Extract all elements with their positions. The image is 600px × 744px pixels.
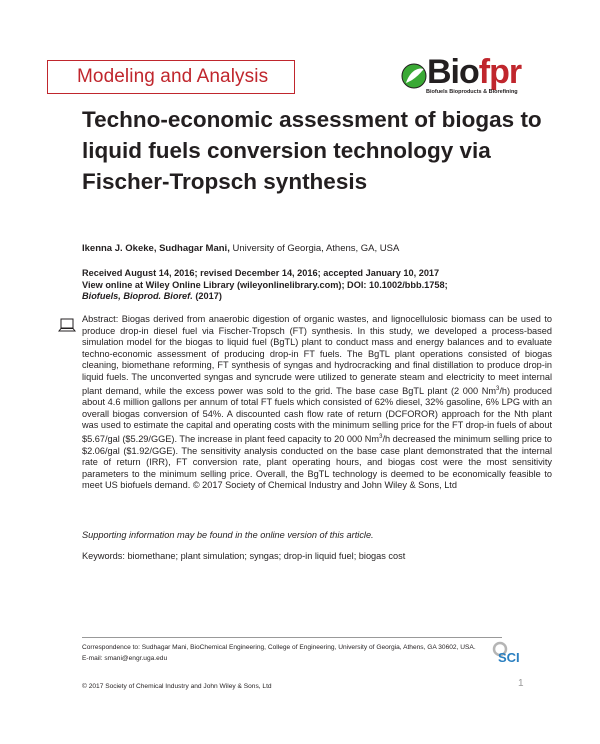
correspondence-block bbox=[82, 642, 476, 664]
correspondence-email[interactable]: E-mail: smani@engr.uga.edu bbox=[82, 655, 168, 662]
author-line bbox=[82, 243, 399, 254]
logo-wordmark: Biofpr bbox=[427, 53, 522, 91]
footer-copyright: © 2017 Society of Chemical Industry and John Wiley & Sons, Ltd bbox=[82, 683, 272, 690]
correspondence-address: Correspondence to: Sudhagar Mani, BioChemical Engineering, College of Engineering, University of Georgia, Athens, GA 30602, USA. bbox=[82, 644, 476, 651]
article-title: Techno-economic assessment of biogas to liquid fuels conversion technology via Fischer-Tropsch synthesis bbox=[82, 107, 542, 194]
sci-logo-text: SCI bbox=[498, 650, 520, 665]
page-number: 1 bbox=[518, 678, 524, 689]
abstract-text: Abstract: Biogas derived from anaerobic digestion of organic wastes, and lignocellulosic biomass can be used to produce drop-in diesel fuel via Fischer-Tropsch (FT) synthesis. In this study, we developed a process-based simulation model for the biogas to liquid fuel (BgTL) plant to conduct mass and energy balances and to evaluate techno-economic assessment of producing drop-in FT fuels. The BgTL plant operations consisted of biogas cleaning, biomethane reforming, FT synthesis of syngas and hydrocracking and final distillation to produce drop-in liquid fuels. The unconverted syngas and syncrude were utilized to generate steam and electricity to meet internal plant demand, while the excess power was sold to the grid. The base case BgTL plant (2 000 Nm$^3$/h) produced about 4.6 million gallons per annum of total FT fuels which consisted of 62% diesel, 32% gasoline, 6% LPG with an overall biogas conversion of 54%. A discounted cash flow rate of return (DCFOROR) approach for the Nth plant was used to estimate the capital and operating costs with the minimum selling price for the FT drop-in fuels of about $5.67/gal ($5.29/GGE). The increase in plant feed capacity to 20 000 Nm$^3$/h decreased the minimum selling price to $2.06/gal ($1.92/GGE). The sensitivity analysis conducted on the base case plant demonstrated that the internal rate of return (IRR), FT conversion rate, plant operating hours, and biogas cost were the most sensitivity parameters to the minimum selling price. Overall, the BgTL technology is deemed to be economically feasible to meet US biofuels demand. © 2017 Society of Chemical Industry and John Wiley & Sons, Ltd bbox=[82, 314, 552, 491]
logo-tagline: Biofuels Bioproducts & Biorefining bbox=[426, 89, 518, 95]
supporting-info-note: Supporting information may be found in the online version of this article. bbox=[82, 530, 374, 540]
laptop-icon bbox=[58, 318, 76, 333]
footer-divider bbox=[82, 637, 502, 638]
publication-history bbox=[82, 268, 448, 303]
journal-logo bbox=[400, 55, 535, 100]
keywords: Keywords: biomethane; plant simulation; syngas; drop-in liquid fuel; biogas cost bbox=[82, 551, 406, 561]
online-doi: View online at Wiley Online Library (wileyonlinelibrary.com); DOI: 10.1002/bbb.1758; bbox=[82, 279, 448, 290]
biofpr-leaf-icon bbox=[400, 61, 428, 91]
author-names: Ikenna J. Okeke, Sudhagar Mani, bbox=[82, 243, 230, 254]
author-affiliation: University of Georgia, Athens, GA, USA bbox=[229, 243, 400, 254]
received-dates: Received August 14, 2016; revised December 14, 2016; accepted January 10, 2017 bbox=[82, 268, 440, 278]
section-label: Modeling and Analysis bbox=[77, 66, 269, 87]
journal-citation: Biofuels, Bioprod. Bioref. (2017) bbox=[82, 291, 222, 301]
